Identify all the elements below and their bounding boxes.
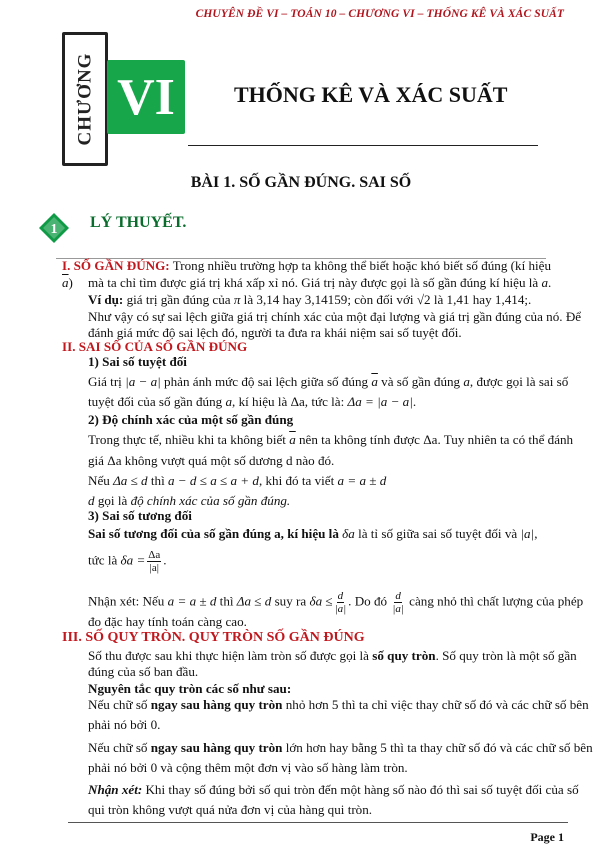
heading-2-3: 3) Sai số tương đối [88,508,192,523]
chapter-word: CHƯƠNG [74,52,95,146]
paragraph-3-line1: Số thu được sau khi thực hiện làm tròn số được gọi là số quy tròn. Số quy tròn là một số gần [88,648,577,663]
note-rounding-line2: qui tròn không vượt quá nửa đơn vị của hàng qui tròn. [88,802,373,817]
fraction-relative-error: $\frac{\Delta a}{|a|}$ [148,549,161,574]
lesson-title: BÀI 1. SỐ GẦN ĐÚNG. SAI SỐ [190,174,412,191]
paragraph-2-2-line3: Nếu Δa ≤ d thì a − d ≤ a ≤ a + d, khi đó ta viết a = a ± d [88,473,387,488]
paragraph-2-3-note-end: đo đặc hay tính toán càng cao. [88,614,247,629]
fraction-bound-2: $\frac{d}{|a|}$ [392,590,404,615]
rule-2-line2: phải nó bởi 0 và cộng thêm một đơn vị vào số hàng làm tròn. [88,760,408,775]
paragraph-2-3-line1: Sai số tương đối của số gần đúng a, kí hiệu là δa là tỉ số giữa sai số tuyệt đối và |a|, [88,526,538,541]
rule-1-line1: Nếu chữ số ngay sau hàng quy tròn nhỏ hơn 5 thì ta chỉ việc thay chữ số đó và các chữ số bên [88,697,589,712]
paragraph-2-2-line4: d gọi là độ chính xác của số gần đúng. [88,493,291,508]
paragraph-2-1-line1: Giá trị |a − a| phản ánh mức độ sai lệch giữa số đúng $\overline{a}$ và số gần đúng a, được gọi là sai số [88,374,569,389]
fraction-bound: $\frac{d}{|a|}$ [334,590,347,615]
chapter-number-badge: VI [107,60,185,134]
heading-section-3: III. SỐ QUY TRÒN. QUY TRÒN SỐ GẦN ĐÚNG [62,630,365,645]
page-number: Page 1 [530,830,564,844]
paragraph-s1-line5: đánh giá mức độ sai lệch đó, người ta đưa ra khái niệm sai số tuyệt đối. [88,325,462,340]
section-title: LÝ THUYẾT. [90,214,187,231]
rule-1-line2: phải nó bởi 0. [88,717,161,732]
paragraph-2-2-line1: Trong thực tế, nhiều khi ta không biết $\overline{a}$ nên ta không tính được Δa. Tuy nhiên ta có thể đánh [88,432,574,447]
paragraph-3-line2: đúng của số ban đầu. [88,664,199,679]
heading-rounding-rules: Nguyên tắc quy tròn các số như sau: [88,681,292,696]
paragraph-s1-line2: mà ta chỉ tìm được giá trị khá xấp xỉ nó. Giá trị này được gọi là số gần đúng kí hiệu là a. [88,275,552,290]
paragraph-2-2-line2: giá Δa không vượt quá một số dương d nào đó. [88,453,335,468]
paragraph-2-3-note: Nhận xét: Nếu a = a ± d thì Δa ≤ d suy ra δa ≤ $\frac{d}{|a|}$ . Do đó $\frac{d}{|a|}$ càng nhỏ thì chất lượng của phép [88,590,584,615]
chapter-title: THỐNG KÊ VÀ XÁC SUẤT [234,82,508,107]
heading-2-1: 1) Sai số tuyệt đối [88,354,187,369]
chapter-word-vertical [62,32,108,166]
rule-2-line1: Nếu chữ số ngay sau hàng quy tròn lớn hơn hay bằng 5 thì ta thay chữ số đó và các chữ số bên [88,740,593,755]
chapter-title-rule [188,145,538,146]
section-diamond-icon [38,212,70,244]
heading-2-2: 2) Độ chính xác của một số gần đúng [88,412,294,427]
heading-section-2: II. SAI SỐ CỦA SỐ GẦN ĐÚNG [62,339,248,354]
note-rounding-line1: Nhận xét: Khi thay số đúng bởi số qui tròn đến một hàng số nào đó thì sai số tuyệt đối của số [88,782,579,797]
footer-rule [68,822,568,823]
paragraph-2-3-line2: tức là δa = $\frac{\Delta a}{|a|}$ . [88,549,167,574]
paragraph-2-1-line2: tuyệt đối của số gần đúng a, kí hiệu là Δa, tức là: Δa = |a − a|. [88,394,417,409]
section-number: 1 [50,222,58,237]
paragraph-s1-line4: Như vậy có sự sai lệch giữa giá trị chính xác của một đại lượng và giá trị gần đúng của nó. Để [88,309,582,324]
paragraph-s1-line1: I. SỐ GẦN ĐÚNG: Trong nhiều trường hợp ta không thể biết hoặc khó biết số đúng (kí hiệu $\overline{a}$) [62,258,552,290]
running-header: CHUYÊN ĐỀ VI – TOÁN 10 – CHƯƠNG VI – THỐNG KÊ VÀ XÁC SUẤT [195,8,564,20]
example-line: Ví dụ: giá trị gần đúng của π là 3,14 hay 3,14159; còn đối với √2 là 1,41 hay 1,414;. [88,292,532,307]
